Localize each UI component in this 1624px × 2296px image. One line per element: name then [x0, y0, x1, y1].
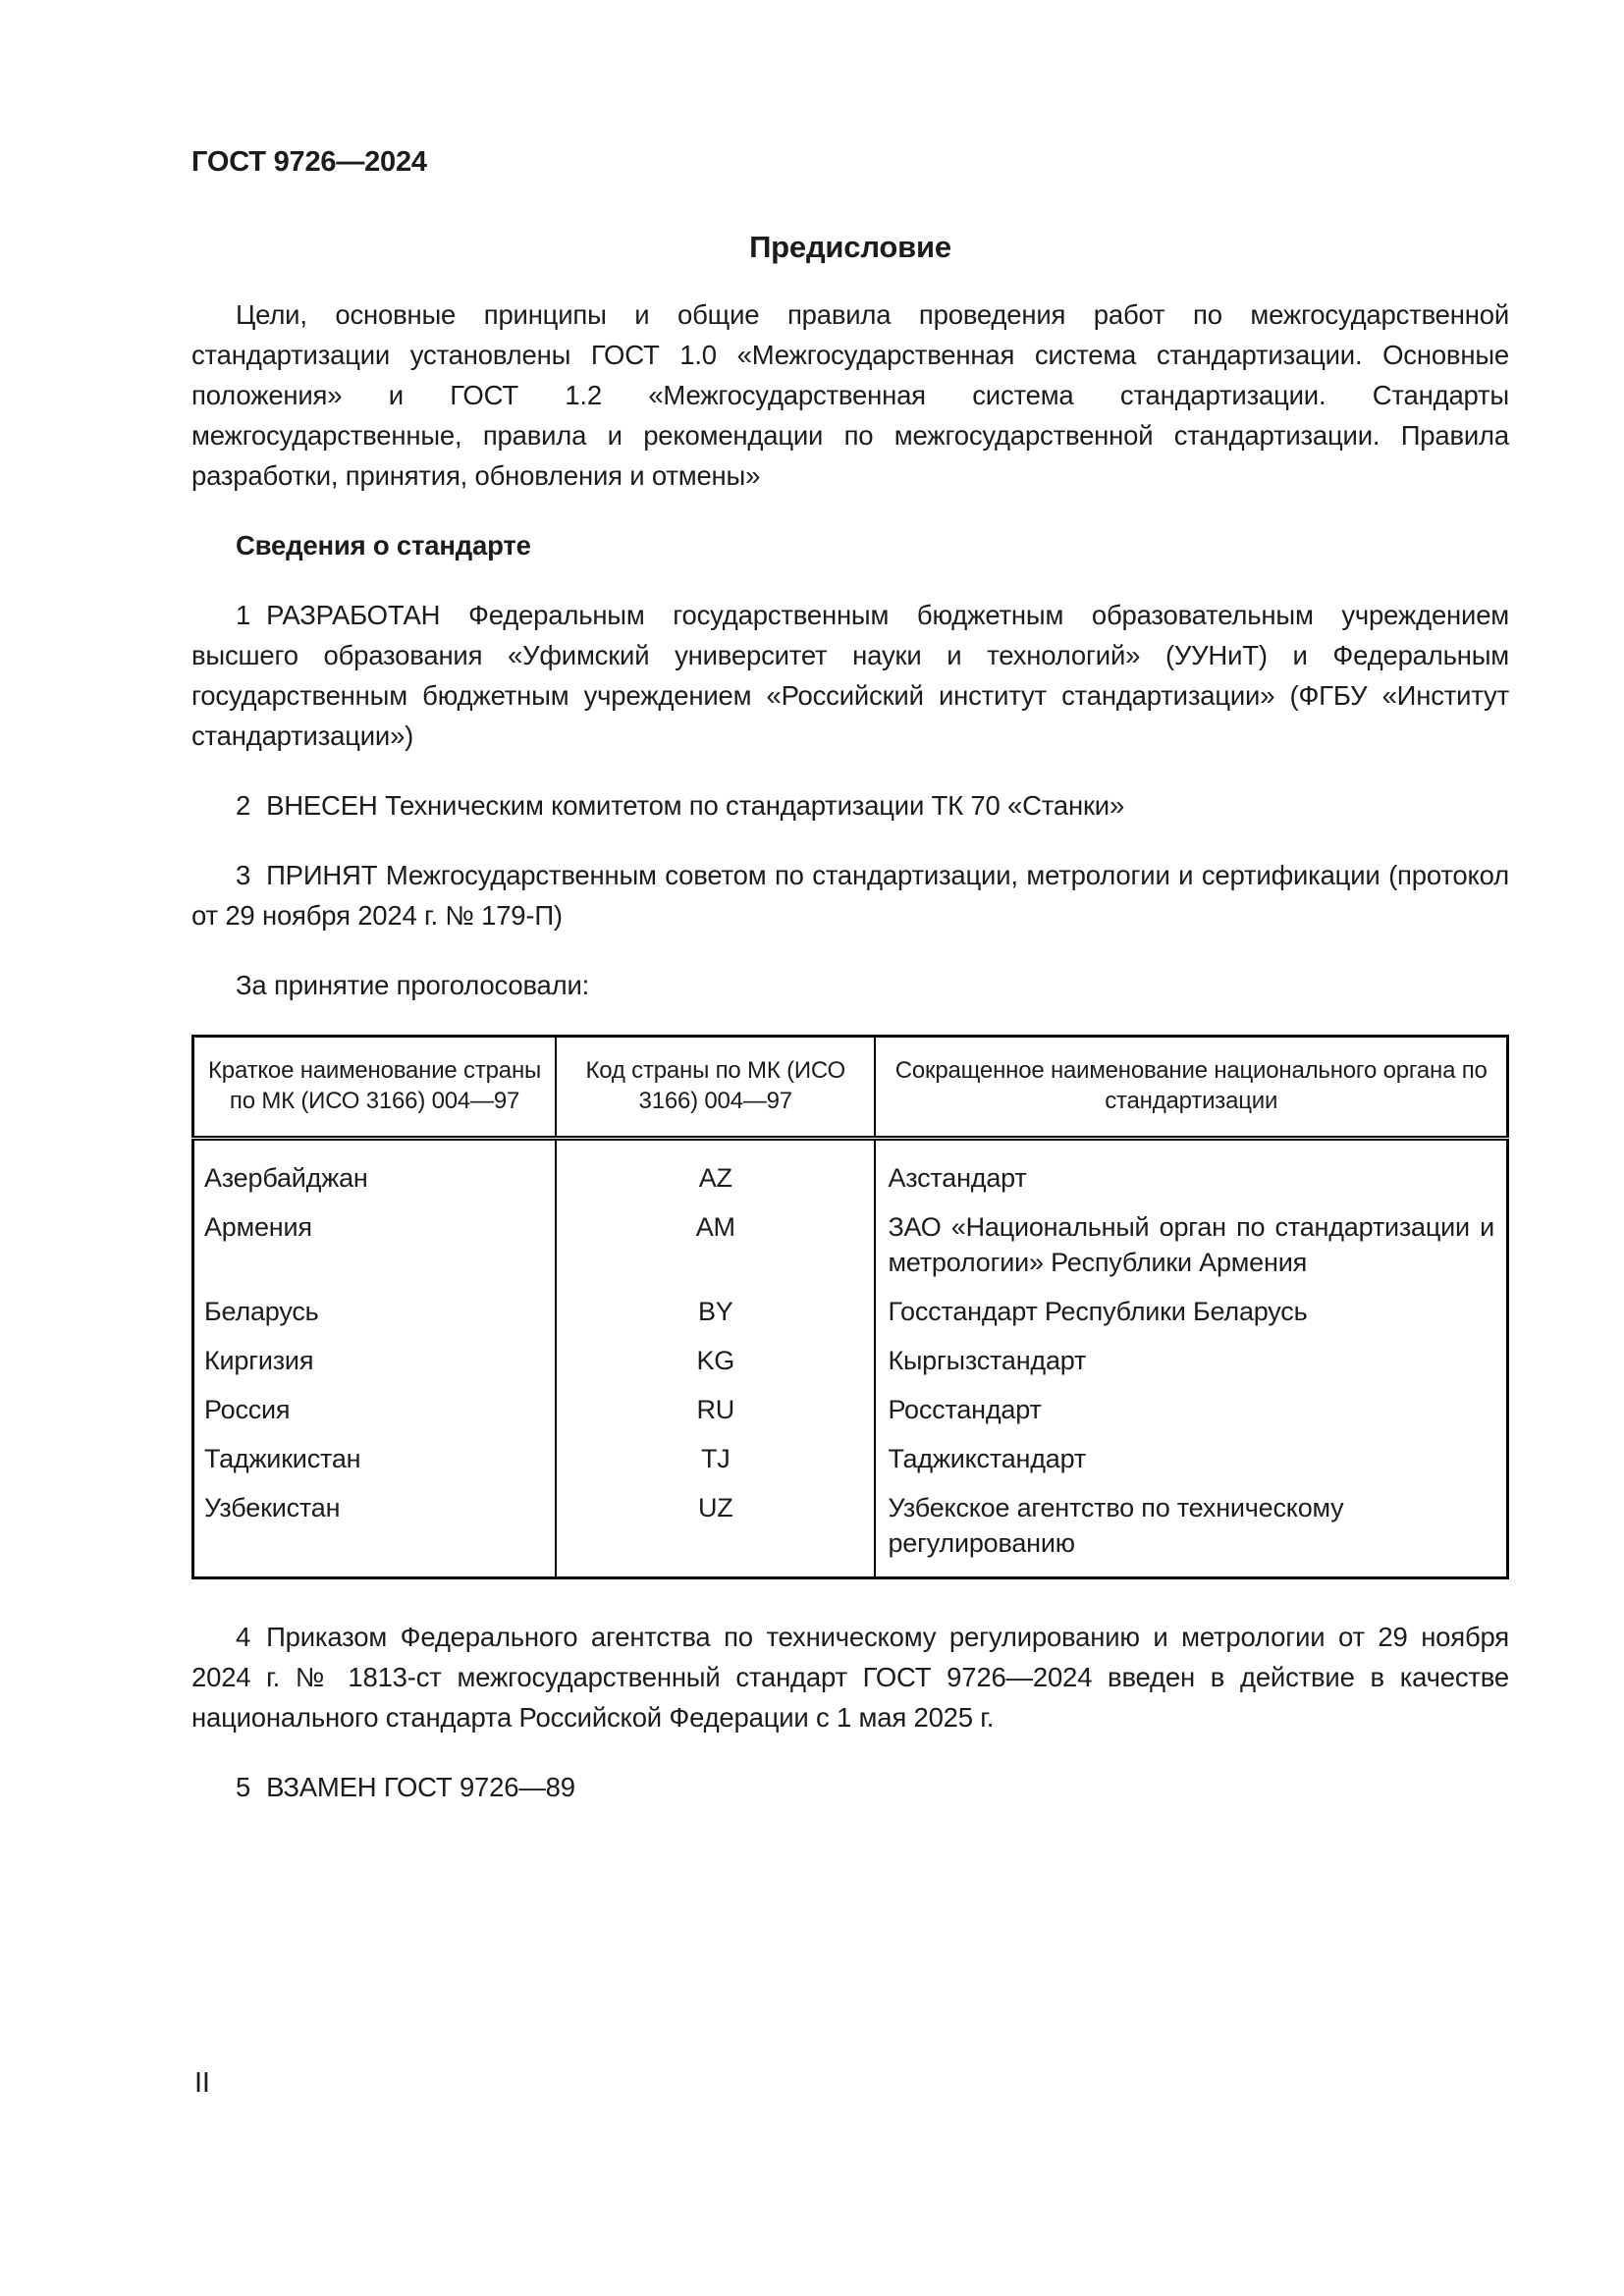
- cell-body: Узбекское агентство по техническому регулированию: [875, 1479, 1507, 1578]
- cell-country: Россия: [204, 1395, 291, 1424]
- clause-4-text: Приказом Федерального агентства по техническому регулированию и метрологии от 29 ноября 2024 г. № 1813-ст межгосударственный стандарт ГОСТ 9726—2024 введен в действие в качестве национального стандарта Российской Федерации с 1 мая 2025 г.: [191, 1622, 1509, 1733]
- intro-paragraph: Цели, основные принципы и общие правила проведения работ по межгосударственной стандартизации установлены ГОСТ 1.0 «Межгосударственная система стандартизации. Основные положения» и ГОСТ 1.2 «Межгосударственная система стандартизации. Стандарты межгосударственные, правила и рекомендации по межгосударственной стандартизации. Правила разработки, принятия, обновления и отмены»: [191, 299, 1509, 491]
- cell-body: Госстандарт Республики Беларусь: [875, 1283, 1507, 1332]
- clause-3-number: 3: [236, 860, 251, 890]
- doc-code: ГОСТ 9726—2024: [191, 146, 427, 178]
- table-row-azerbaijan: [193, 1139, 1508, 1200]
- cell-code: TJ: [556, 1430, 875, 1479]
- table-row-belarus: [193, 1283, 1508, 1332]
- clause-2-text: ВНЕСЕН Техническим комитетом по стандартизации ТК 70 «Станки»: [266, 790, 1125, 821]
- cell-code: BY: [556, 1283, 875, 1332]
- vote-intro: За принятие проголосовали:: [236, 970, 590, 1000]
- clause-2-number: 2: [236, 790, 251, 821]
- clause-1-text: РАЗРАБОТАН Федеральным государственным бюджетным образовательным учреждением высшего образования «Уфимский университет науки и технологий» (УУНиТ) и Федеральным государственным бюджетным учреждением «Российский институт стандартизации» (ФГБУ «Институт стандартизации»): [191, 600, 1509, 751]
- cell-country: Азербайджан: [204, 1163, 368, 1193]
- clause-4: [191, 1617, 1509, 1737]
- cell-code: UZ: [556, 1479, 875, 1578]
- clause-5-number: 5: [236, 1772, 251, 1802]
- cell-country: Киргизия: [204, 1346, 314, 1375]
- clause-3: [191, 855, 1509, 935]
- page-content: [191, 145, 1509, 1807]
- cell-country: Узбекистан: [204, 1493, 341, 1522]
- cell-country: Таджикистан: [204, 1444, 361, 1473]
- clause-2: [191, 785, 1509, 826]
- table-row-uzbekistan: [193, 1479, 1508, 1578]
- cell-body: Кыргызстандарт: [875, 1332, 1507, 1381]
- column-header-country-name: Краткое наименование страны по МК (ИСО 3166) 004—97: [208, 1057, 542, 1114]
- voting-table-header: [193, 1037, 1508, 1139]
- cell-body: Азстандарт: [875, 1139, 1507, 1200]
- column-header-country-code: Код страны по МК (ИСО 3166) 004—97: [556, 1037, 875, 1139]
- clause-5: [191, 1767, 1509, 1807]
- cell-code: AM: [556, 1199, 875, 1283]
- table-row-armenia: [193, 1199, 1508, 1283]
- cell-body: ЗАО «Национальный орган по стандартизации и метрологии» Республики Армения: [875, 1199, 1507, 1283]
- clause-5-text: ВЗАМЕН ГОСТ 9726—89: [266, 1772, 575, 1802]
- table-row-russia: [193, 1381, 1508, 1430]
- table-row-kyrgyzstan: [193, 1332, 1508, 1381]
- voting-table: [191, 1035, 1509, 1579]
- cell-country: Беларусь: [204, 1297, 319, 1326]
- clause-3-text: ПРИНЯТ Межгосударственным советом по стандартизации, метрологии и сертификации (протокол от 29 ноября 2024 г. № 179-П): [191, 860, 1509, 931]
- cell-code: KG: [556, 1332, 875, 1381]
- cell-body: Росстандарт: [875, 1381, 1507, 1430]
- cell-code: AZ: [556, 1139, 875, 1200]
- page-title: Предисловие: [749, 230, 951, 264]
- cell-code: RU: [556, 1381, 875, 1430]
- clause-4-number: 4: [236, 1622, 251, 1652]
- page-number: II: [194, 2067, 210, 2099]
- clause-1-number: 1: [236, 600, 251, 630]
- clause-1: [191, 595, 1509, 756]
- column-header-national-body: Сокращенное наименование национального органа по стандартизации: [875, 1037, 1507, 1139]
- cell-body: Таджикстандарт: [875, 1430, 1507, 1479]
- cell-country: Армения: [204, 1212, 312, 1242]
- table-row-tajikistan: [193, 1430, 1508, 1479]
- section-heading: Сведения о стандарте: [236, 530, 531, 561]
